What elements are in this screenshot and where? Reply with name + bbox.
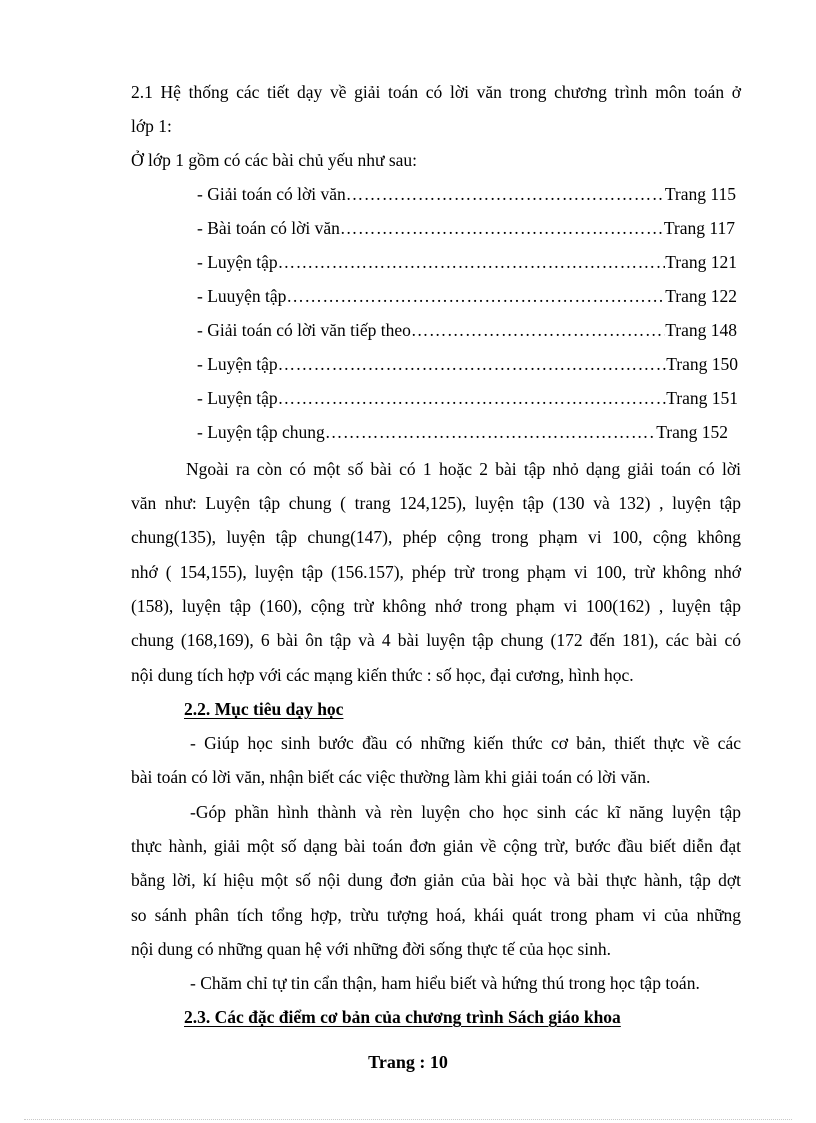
section-title-line1: 2.1 Hệ thống các tiết dạy về giải toán có lời văn trong chương trình môn toán ở	[131, 82, 741, 102]
section-heading: 2.3. Các đặc điểm cơ bản của chương trình Sách giáo khoa	[184, 1007, 621, 1027]
paragraph-line: chung(135), luyện tập chung(147), phép cộng trong phạm vi 100, cộng không	[131, 527, 741, 547]
toc-leader	[278, 354, 667, 374]
goal-line: thực hành, giải một số dạng bài toán đơn giản về cộng trừ, bước đầu biết diễn đạt	[131, 836, 741, 856]
paragraph-line: văn như: Luyện tập chung ( trang 124,125), luyện tập (130 và 132) , luyện tập	[131, 493, 741, 513]
toc-item: - Giải toán có lời văn …………………………………………………………………………………………………………… Trang 115	[197, 184, 736, 204]
toc-leader	[411, 320, 665, 340]
toc-leader	[286, 286, 665, 306]
toc-leader	[340, 218, 664, 238]
toc-item: - Luyện tập …………………………………………………………………………………………………………… Trang 150	[197, 354, 738, 374]
toc-item: - Giải toán có lời văn tiếp theo …………………………………………………………………………………………………………… Trang 148	[197, 320, 737, 340]
goal-line: nội dung có những quan hệ với những đời sống thực tế của học sinh.	[131, 939, 612, 959]
goal-line: bài toán có lời văn, nhận biết các việc thường làm khi giải toán có lời văn.	[131, 767, 651, 787]
paragraph-line: chung (168,169), 6 bài ôn tập và 4 bài luyện tập chung (172 đến 181), các bài có	[131, 630, 741, 650]
goal-line: - Giúp học sinh bước đầu có những kiến thức cơ bản, thiết thực về các	[190, 733, 741, 753]
toc-item: - Luyện tập …………………………………………………………………………………………………………… Trang 151	[197, 388, 738, 408]
toc-item: - Bài toán có lời văn …………………………………………………………………………………………………………… Trang 117	[197, 218, 735, 238]
toc-leader	[278, 252, 666, 272]
goal-line: so sánh phân tích tổng hợp, trừu tượng hoá, khái quát trong pham vi của những	[131, 905, 741, 925]
goal-line: - Chăm chỉ tự tin cẩn thận, ham hiểu biết và hứng thú trong học tập toán.	[190, 973, 700, 993]
page-number: Trang : 10	[368, 1052, 448, 1072]
paragraph-line: nhớ ( 154,155), luyện tập (156.157), phép trừ trong phạm vi 100, trừ không nhớ	[131, 562, 741, 582]
paragraph-line: nội dung tích hợp với các mạng kiến thức : số học, đại cương, hình học.	[131, 665, 634, 685]
toc-leader	[278, 388, 667, 408]
goal-line: bằng lời, kí hiệu một số nội dung đơn giản của bài học và bài thực hành, tập dợt	[131, 870, 741, 890]
toc-leader	[346, 184, 665, 204]
section-title-line2: lớp 1:	[131, 116, 172, 136]
section-heading: 2.2. Mục tiêu dạy học	[184, 699, 344, 719]
page-divider	[24, 1119, 792, 1120]
goal-line: -Góp phần hình thành và rèn luyện cho học sinh các kĩ năng luyện tập	[190, 802, 741, 822]
section-intro: Ở lớp 1 gồm có các bài chủ yếu như sau:	[131, 150, 418, 170]
paragraph-line: Ngoài ra còn có một số bài có 1 hoặc 2 bài tập nhỏ dạng giải toán có lời	[186, 459, 741, 479]
toc-item: - Luyện tập chung …………………………………………………………………………………………………………… Trang 152	[197, 422, 728, 442]
toc-item: - Luyện tập …………………………………………………………………………………………………………… Trang 121	[197, 252, 737, 272]
toc-leader	[325, 422, 656, 442]
paragraph-line: (158), luyện tập (160), cộng trừ không nhớ trong phạm vi 100(162) , luyện tập	[131, 596, 741, 616]
toc-item: - Luuyện tập …………………………………………………………………………………………………………… Trang 122	[197, 286, 737, 306]
